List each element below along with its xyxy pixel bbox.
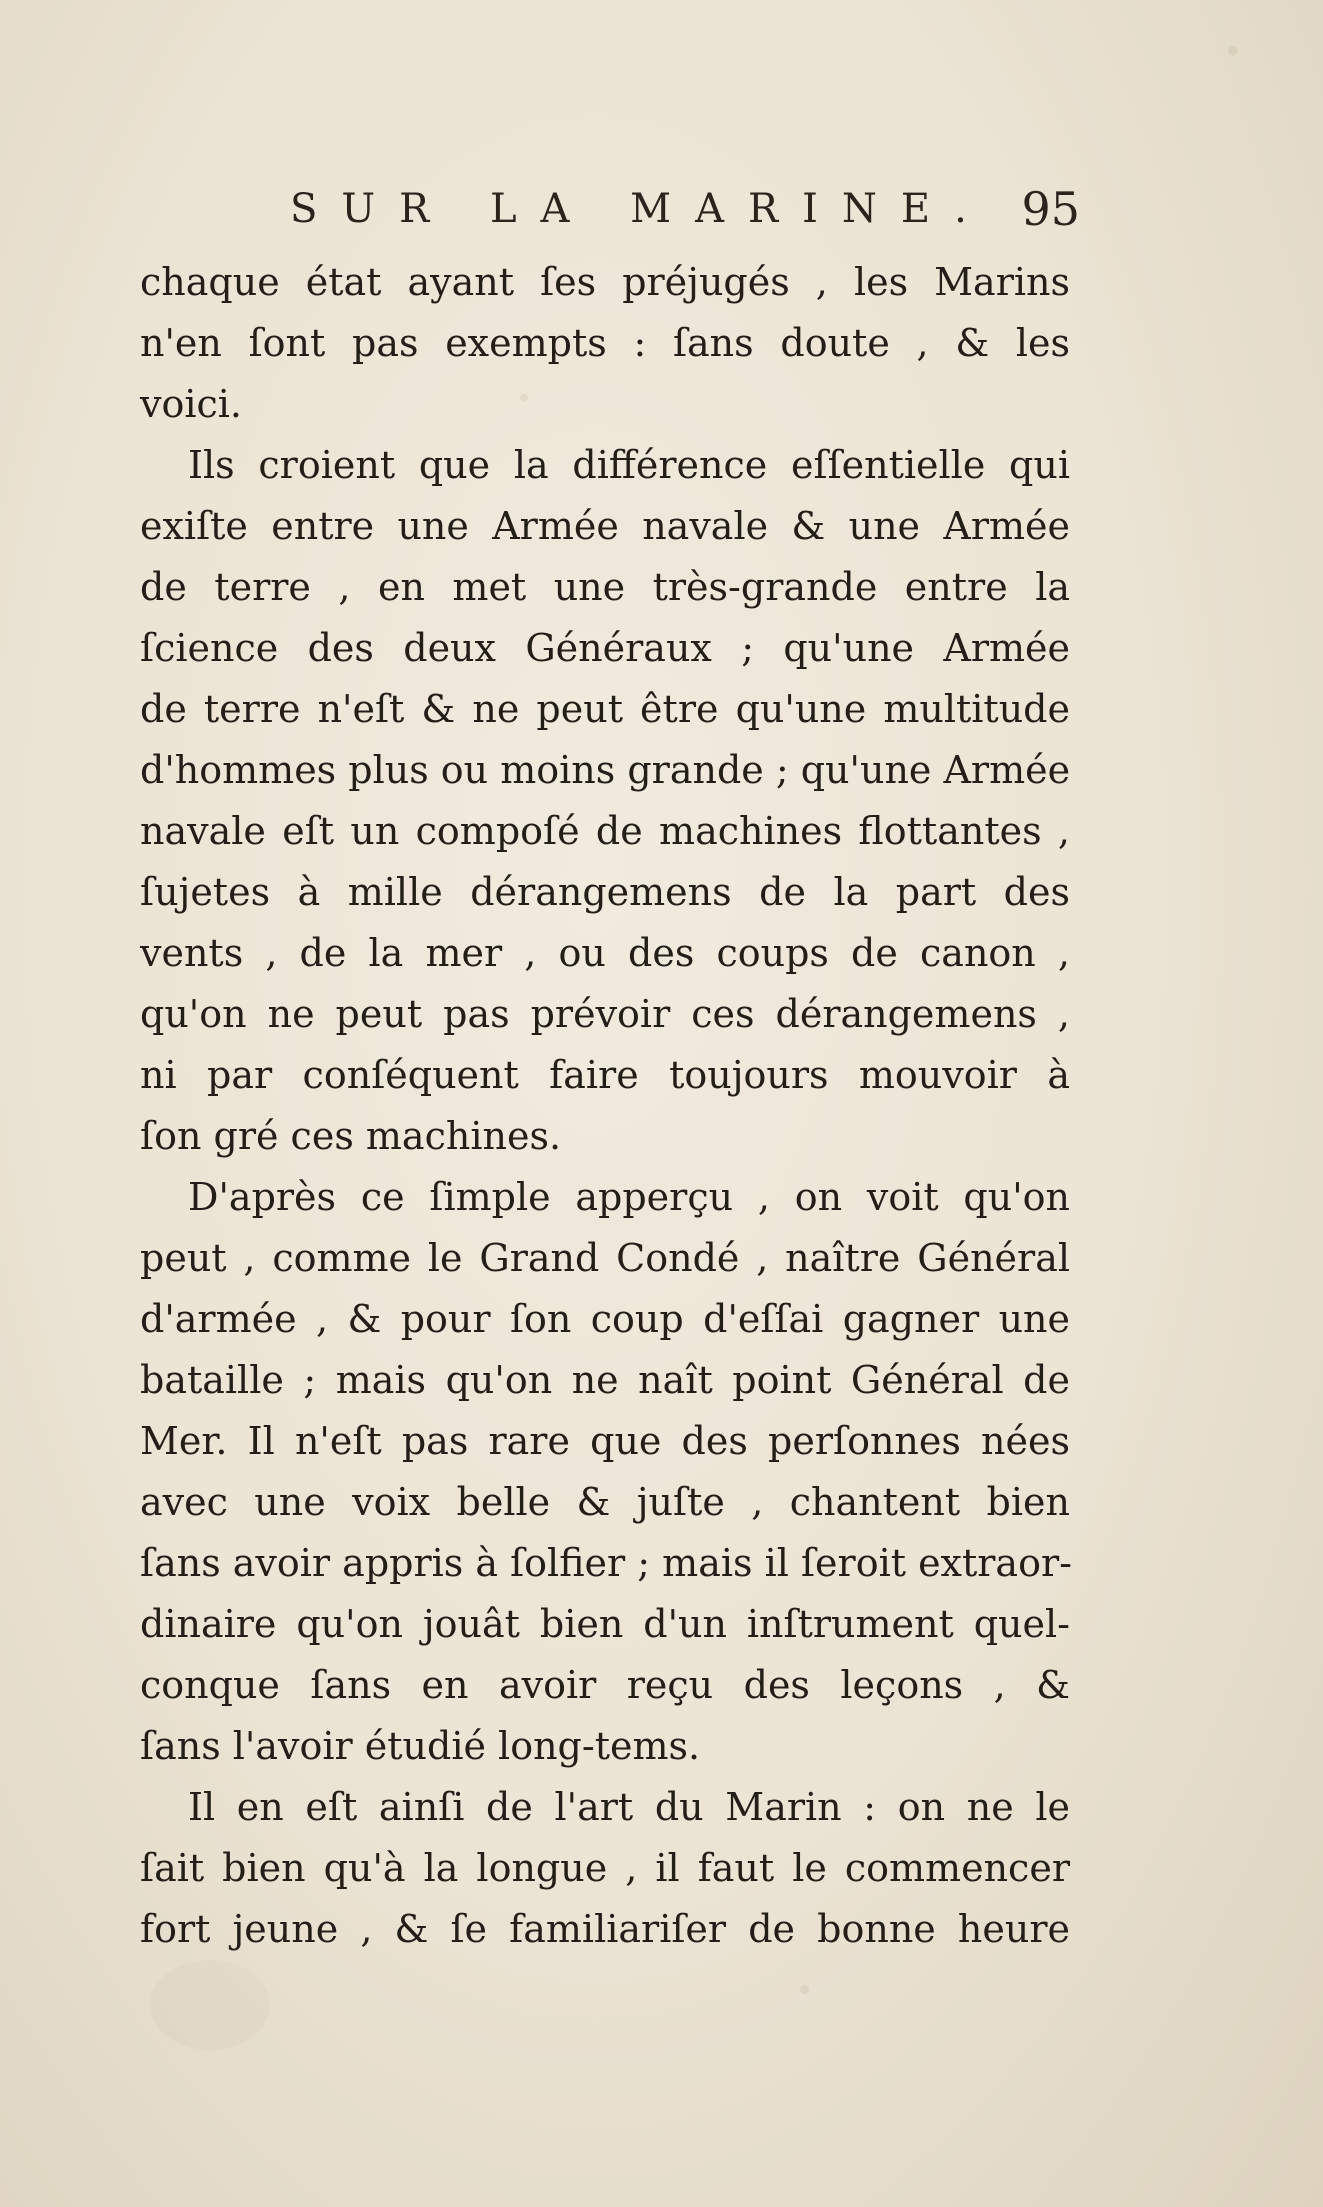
text-line: Ils croient que la différence eſſentielle qui: [188, 443, 1070, 487]
body-text: [140, 252, 1070, 1960]
text-line: ſcience des deux Généraux ; qu'une Armée: [140, 626, 1070, 670]
text-line: chaque état ayant ſes préjugés , les Marins: [140, 260, 1070, 304]
text-line: ſujetes à mille dérangemens de la part des: [140, 870, 1070, 914]
text-line: ni par conſéquent faire toujours mouvoir à: [140, 1053, 1070, 1097]
text-line: qu'on ne peut pas prévoir ces dérangemens ,: [140, 992, 1070, 1036]
paper-stain: [150, 1960, 270, 2050]
text-line: peut , comme le Grand Condé , naître Général: [140, 1236, 1070, 1280]
text-line: d'armée , & pour ſon coup d'eſſai gagner une: [140, 1297, 1070, 1341]
page-number: 95: [1021, 182, 1080, 236]
text-line: n'en ſont pas exempts : ſans doute , & les: [140, 321, 1070, 365]
text-line: ſait bien qu'à la longue , il faut le commencer: [140, 1846, 1070, 1890]
text-line: dinaire qu'on jouât bien d'un inſtrument quel-: [140, 1602, 1070, 1646]
text-line: navale eſt un compoſé de machines flottantes ,: [140, 809, 1070, 853]
text-line: d'hommes plus ou moins grande ; qu'une Armée: [140, 748, 1071, 792]
text-line: fort jeune , & ſe familiariſer de bonne heure: [140, 1907, 1070, 1951]
paper-stain: [1228, 46, 1238, 56]
text-line: D'après ce ſimple apperçu , on voit qu'on: [188, 1175, 1070, 1219]
text-line: Mer. Il n'eſt pas rare que des perſonnes nées: [140, 1419, 1070, 1463]
text-line: vents , de la mer , ou des coups de canon ,: [140, 931, 1070, 975]
running-title: SUR LA MARINE.: [290, 186, 991, 232]
running-head: [290, 178, 1080, 248]
text-line: Il en eſt ainſi de l'art du Marin : on ne le: [188, 1785, 1070, 1829]
text-line: ſon gré ces machines.: [140, 1114, 562, 1158]
text-line: exiſte entre une Armée navale & une Armée: [140, 504, 1070, 548]
paper-stain: [800, 1985, 809, 1994]
text-line: bataille ; mais qu'on ne naît point Général de: [140, 1358, 1070, 1402]
text-line: voici.: [140, 382, 243, 426]
text-line: ſans avoir appris à ſolfier ; mais il ſeroit extraor-: [140, 1541, 1072, 1585]
text-line: de terre n'eſt & ne peut être qu'une multitude: [140, 687, 1070, 731]
text-line: ſans l'avoir étudié long-tems.: [140, 1724, 701, 1768]
text-line: conque ſans en avoir reçu des leçons , &: [140, 1663, 1070, 1707]
text-line: avec une voix belle & juſte , chantent bien: [140, 1480, 1070, 1524]
text-line: de terre , en met une très-grande entre la: [140, 565, 1070, 609]
